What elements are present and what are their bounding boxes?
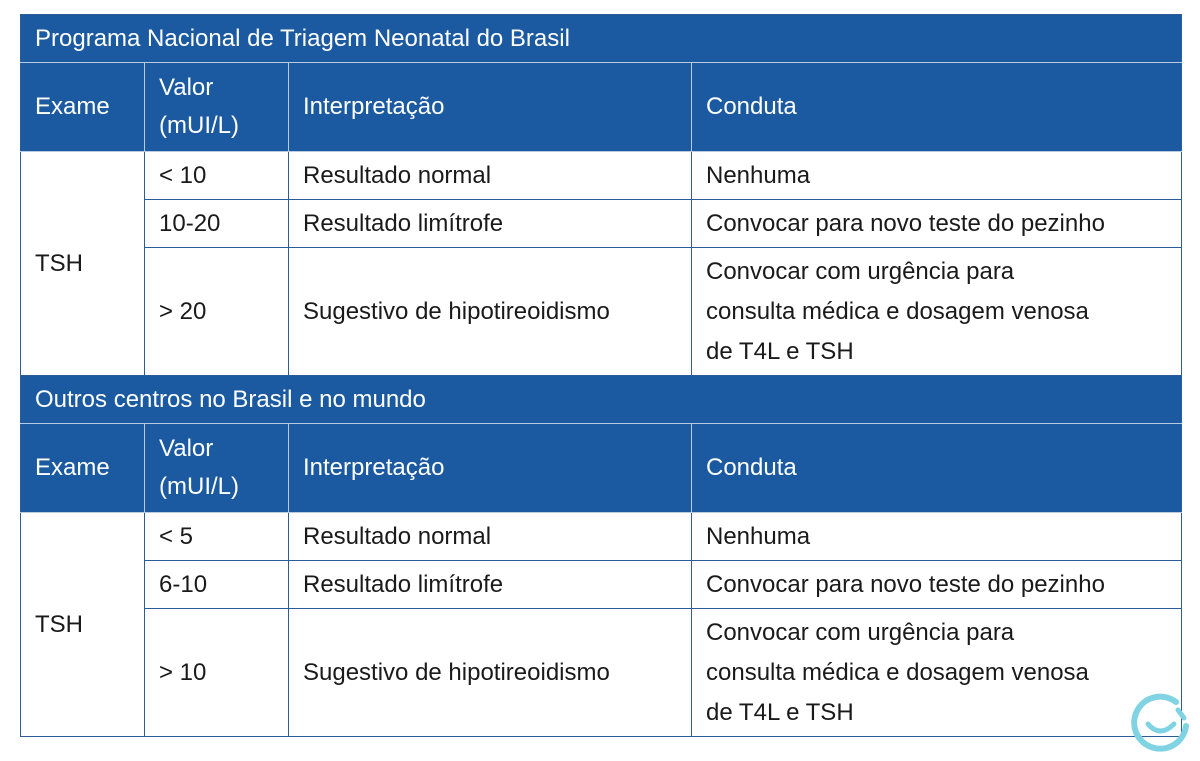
smile-logo-icon	[1126, 686, 1196, 756]
conduta-cell: Convocar para novo teste do pezinho	[692, 561, 1182, 609]
valor-cell: < 10	[145, 152, 289, 200]
interpretacao-cell: Resultado normal	[289, 513, 692, 561]
conduta-cell	[692, 609, 1182, 737]
table-row	[21, 200, 1182, 248]
column-header-row	[21, 424, 1182, 513]
exam-name: TSH	[21, 152, 145, 376]
header-interpretacao: Interpretação	[289, 424, 692, 513]
conduta-line: consulta médica e dosagem venosa	[706, 297, 1089, 325]
conduta-line: Convocar com urgência para	[706, 257, 1015, 285]
valor-cell: > 20	[145, 248, 289, 376]
header-valor	[145, 63, 289, 152]
interpretacao-cell: Sugestivo de hipotireoidismo	[289, 248, 692, 376]
header-valor-unit: (mUI/L)	[159, 473, 239, 500]
table-row	[21, 152, 1182, 200]
header-interpretacao: Interpretação	[289, 63, 692, 152]
table-row	[21, 609, 1182, 737]
valor-cell: 6-10	[145, 561, 289, 609]
interpretacao-cell: Sugestivo de hipotireoidismo	[289, 609, 692, 737]
interpretacao-cell: Resultado normal	[289, 152, 692, 200]
header-conduta: Conduta	[692, 424, 1182, 513]
interpretacao-cell: Resultado limítrofe	[289, 561, 692, 609]
section-title-row	[21, 15, 1182, 63]
table-row	[21, 248, 1182, 376]
section-title: Outros centros no Brasil e no mundo	[21, 376, 1182, 424]
section-title-row	[21, 376, 1182, 424]
tsh-screening-table	[20, 14, 1182, 737]
header-valor-line: Valor	[159, 435, 214, 462]
header-exame: Exame	[21, 63, 145, 152]
conduta-line: Convocar com urgência para	[706, 618, 1015, 646]
conduta-line: de T4L e TSH	[706, 337, 854, 365]
header-valor-line: Valor	[159, 74, 214, 101]
header-valor	[145, 424, 289, 513]
section-title: Programa Nacional de Triagem Neonatal do Brasil	[21, 15, 1182, 63]
table-row	[21, 513, 1182, 561]
conduta-cell: Convocar para novo teste do pezinho	[692, 200, 1182, 248]
valor-cell: < 5	[145, 513, 289, 561]
header-conduta: Conduta	[692, 63, 1182, 152]
conduta-line: consulta médica e dosagem venosa	[706, 658, 1089, 686]
interpretacao-cell: Resultado limítrofe	[289, 200, 692, 248]
conduta-cell	[692, 248, 1182, 376]
table-row	[21, 561, 1182, 609]
conduta-cell: Nenhuma	[692, 513, 1182, 561]
column-header-row	[21, 63, 1182, 152]
conduta-line: de T4L e TSH	[706, 698, 854, 726]
header-exame: Exame	[21, 424, 145, 513]
exam-name: TSH	[21, 513, 145, 737]
header-valor-unit: (mUI/L)	[159, 112, 239, 139]
valor-cell: > 10	[145, 609, 289, 737]
valor-cell: 10-20	[145, 200, 289, 248]
conduta-cell: Nenhuma	[692, 152, 1182, 200]
